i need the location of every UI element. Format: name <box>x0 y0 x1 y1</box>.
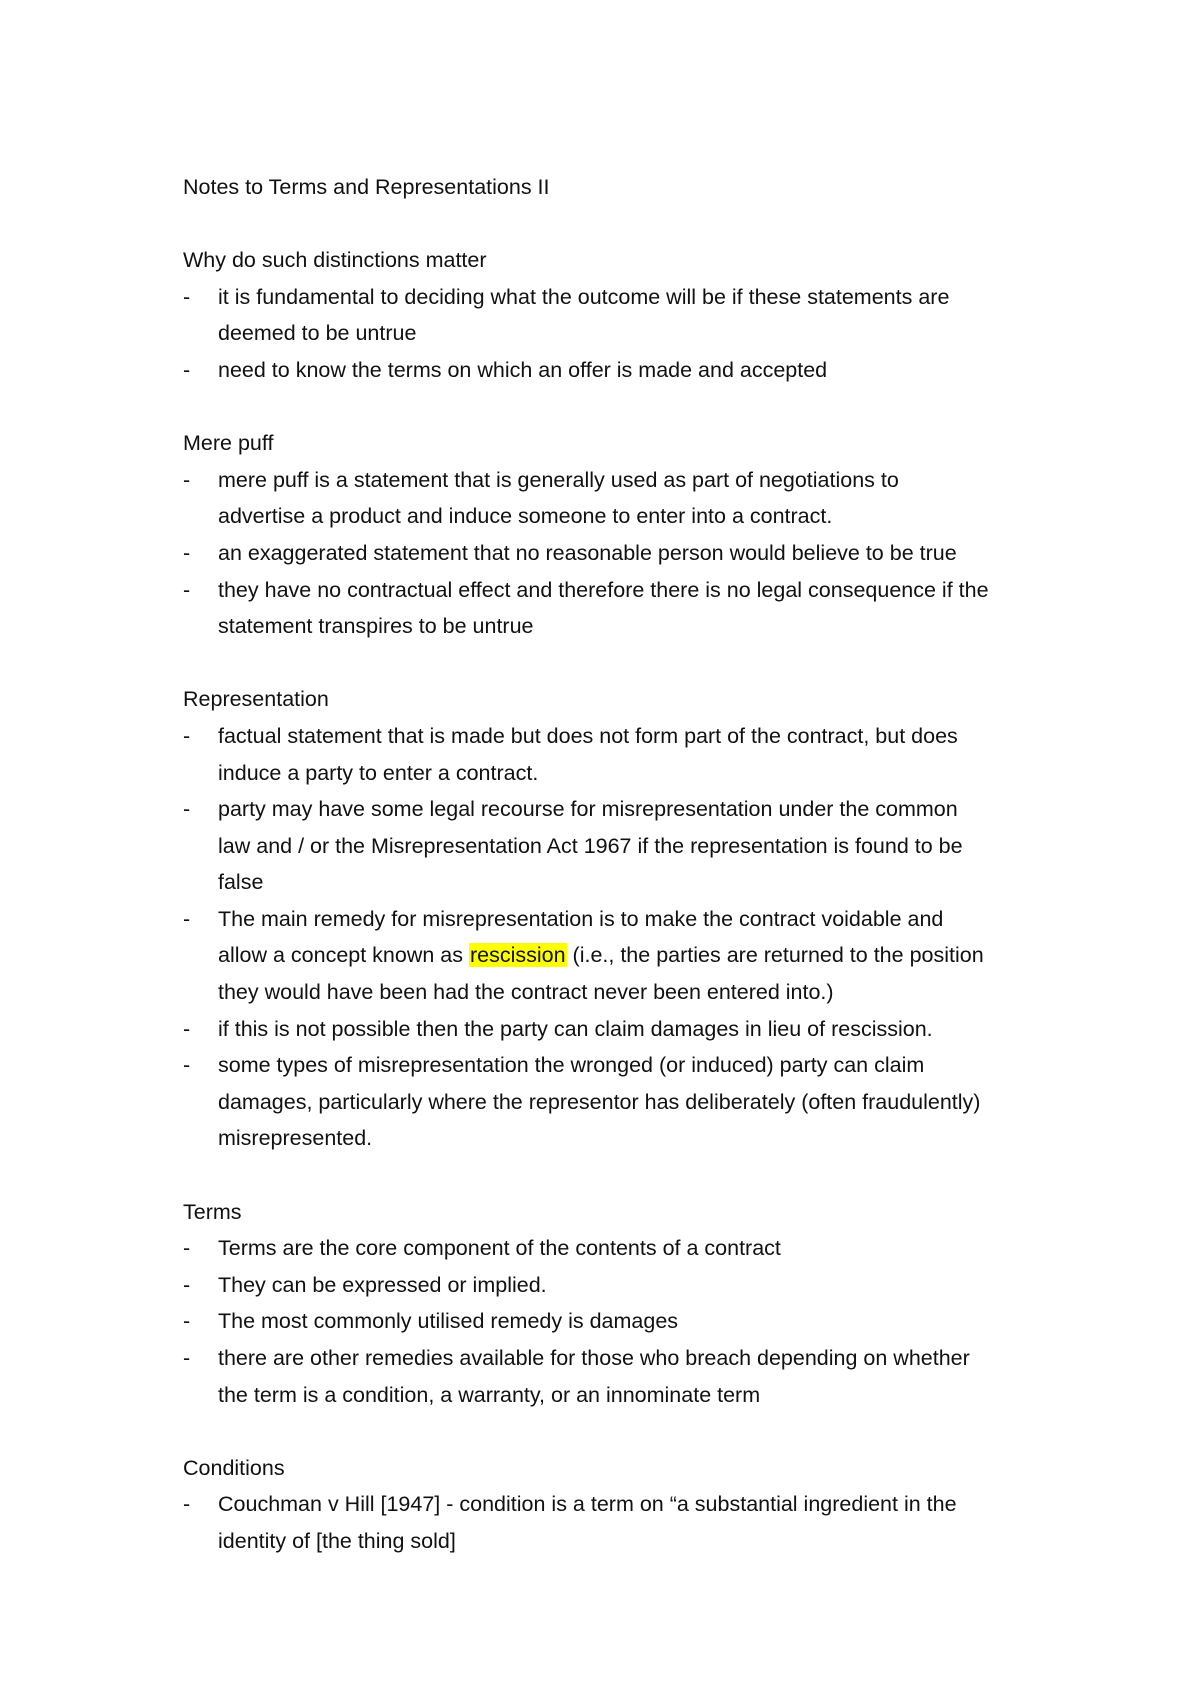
section-heading: Conditions <box>183 1455 285 1480</box>
bullet-item: - if this is not possible then the party can claim damages in lieu of rescission. <box>183 1011 1083 1048</box>
section-heading: Mere puff <box>183 431 274 456</box>
bullet-dash: - <box>183 577 191 602</box>
bullet-item: - Couchman v Hill [1947] - condition is a term on “a substantial ingredient in the identity of [the thing sold] <box>183 1486 1083 1559</box>
bullet-item: - The main remedy for misrepresentation is to make the contract voidable and allow a concept known as rescission (i.e., the parties are returned to the position they would have been had the contract never been entered into.) <box>183 901 1083 1011</box>
bullet-dash: - <box>183 357 191 382</box>
bullet-dash: - <box>183 1309 191 1334</box>
bullet-item: - factual statement that is made but does not form part of the contract, but does induce a party to enter a contract. <box>183 718 1083 791</box>
bullet-item: - some types of misrepresentation the wronged (or induced) party can claim damages, particularly where the representor has deliberately (often fraudulently) misrepresented. <box>183 1047 1083 1157</box>
bullet-dash: - <box>183 1236 191 1261</box>
bullet-item: - mere puff is a statement that is generally used as part of negotiations to advertise a product and induce someone to enter into a contract. <box>183 462 1083 535</box>
section-heading: Why do such distinctions matter <box>183 248 487 273</box>
bullet-item: - The most commonly utilised remedy is damages <box>183 1303 1083 1340</box>
bullet-item: - they have no contractual effect and therefore there is no legal consequence if the statement transpires to be untrue <box>183 572 1083 645</box>
bullet-item: - there are other remedies available for those who breach depending on whether the term is a condition, a warranty, or an innominate term <box>183 1340 1083 1413</box>
bullet-dash: - <box>183 1346 191 1370</box>
bullet-dash: - <box>183 906 191 931</box>
bullet-dash: - <box>183 797 191 822</box>
bullet-dash: - <box>183 467 191 492</box>
highlighted-term: rescission <box>469 943 566 968</box>
document-body <box>183 169 1083 1560</box>
bullet-item: - it is fundamental to deciding what the outcome will be if these statements are deemed to be untrue <box>183 279 1083 352</box>
bullet-item: - need to know the terms on which an offer is made and accepted <box>183 352 1083 389</box>
section-heading: Representation <box>183 687 329 712</box>
bullet-dash: - <box>183 1272 191 1297</box>
bullet-dash: - <box>183 723 191 748</box>
bullet-dash: - <box>183 1016 191 1041</box>
bullet-item: - an exaggerated statement that no reasonable person would believe to be true <box>183 535 1083 572</box>
bullet-dash: - <box>183 1053 191 1078</box>
bullet-dash: - <box>183 284 191 309</box>
bullet-item: - Terms are the core component of the contents of a contract <box>183 1230 1083 1267</box>
bullet-item: - They can be expressed or implied. <box>183 1267 1083 1304</box>
section-heading: Terms <box>183 1199 242 1224</box>
document-title: Notes to Terms and Representations II <box>183 175 550 199</box>
bullet-dash: - <box>183 540 191 565</box>
bullet-item: - party may have some legal recourse for misrepresentation under the common law and / or the Misrepresentation Act 1967 if the representation is found to be false <box>183 791 1083 901</box>
bullet-dash: - <box>183 1492 191 1517</box>
